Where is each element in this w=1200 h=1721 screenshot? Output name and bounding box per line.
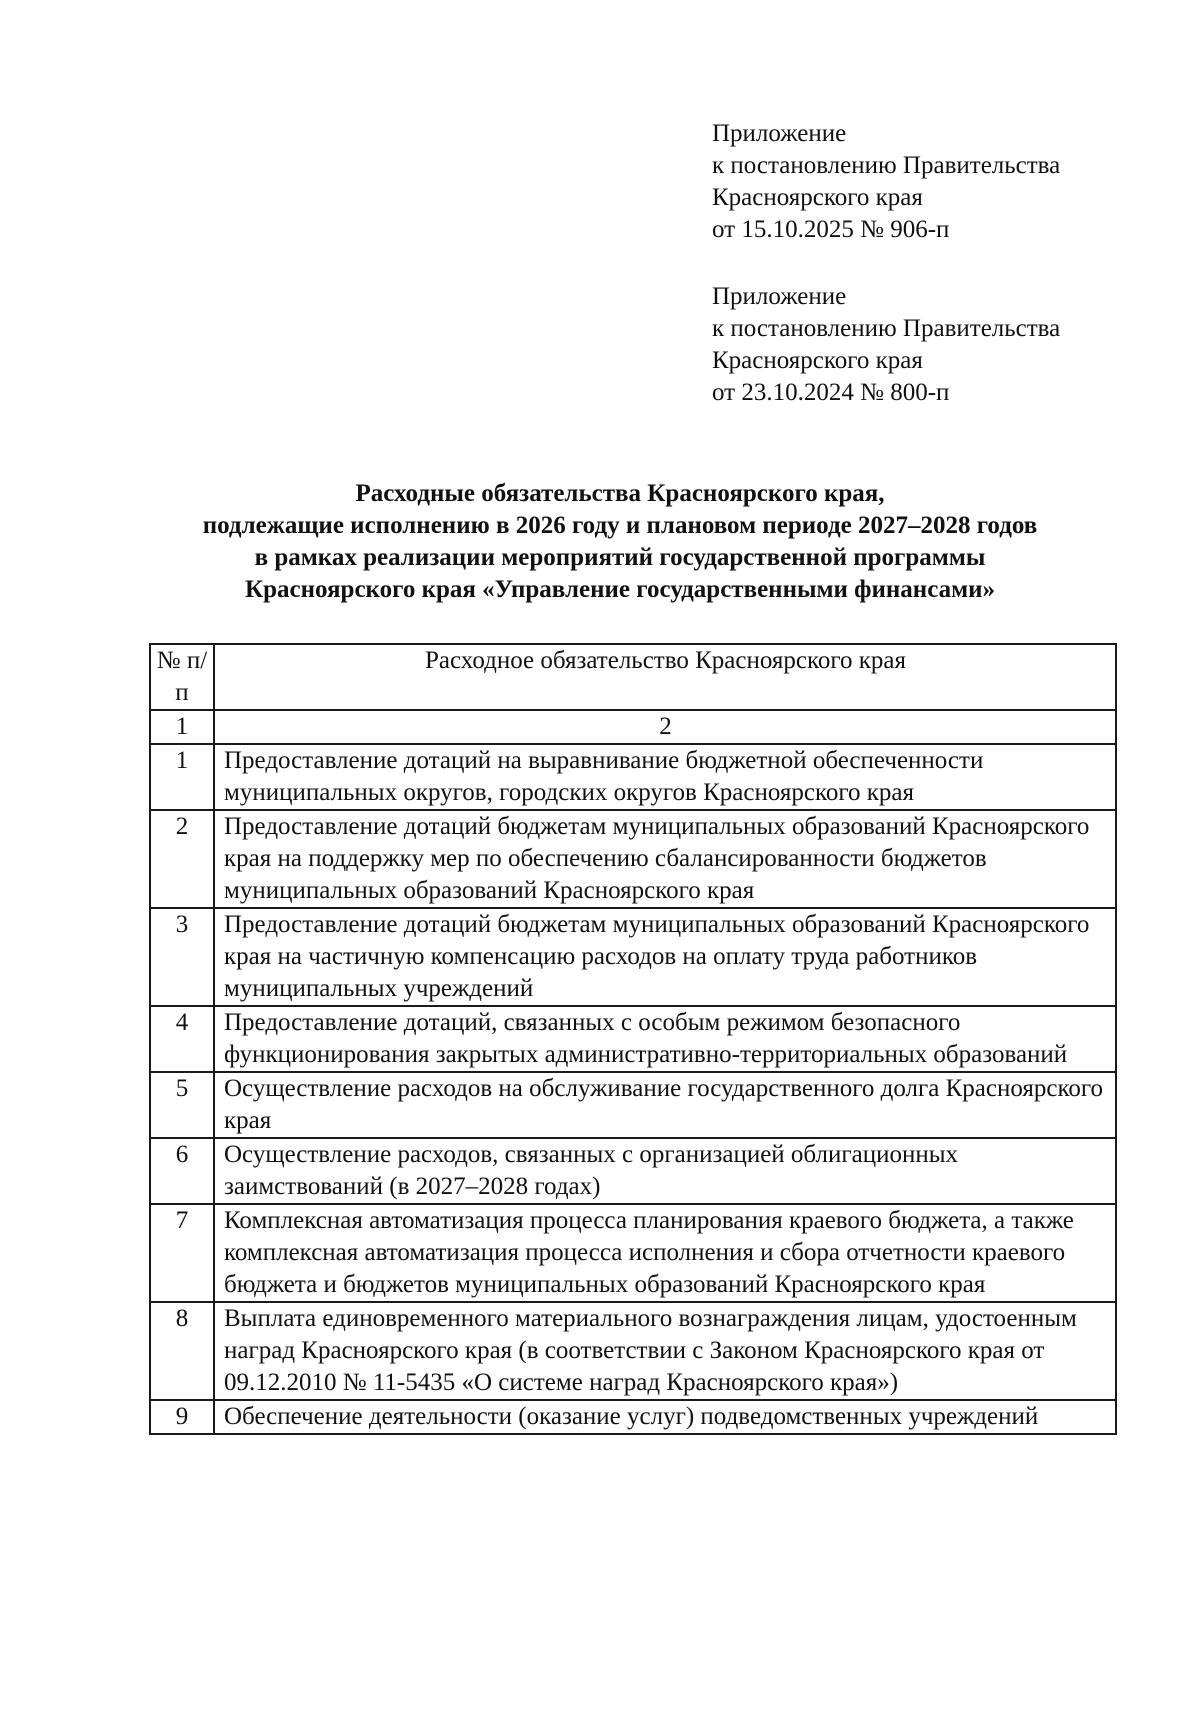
row-obligation-text: Предоставление дотаций на выравнивание бюджетной обеспеченности муниципальных округов, городских округов Красноярского края — [214, 744, 1116, 810]
appendix-line: Красноярского края — [712, 347, 923, 374]
table-row — [150, 908, 1116, 1006]
appendix-line: к постановлению Правительства — [712, 315, 1061, 342]
row-number: 5 — [150, 1072, 214, 1138]
row-obligation-text: Обеспечение деятельности (оказание услуг) подведомственных учреждений — [214, 1400, 1116, 1434]
table-row — [150, 1072, 1116, 1138]
row-number: 1 — [150, 744, 214, 810]
appendix-date-number: от 23.10.2024 № 800-п — [712, 379, 950, 406]
obligations-table — [149, 643, 1117, 1435]
row-number: 4 — [150, 1006, 214, 1072]
row-number: 2 — [150, 810, 214, 908]
table-row — [150, 744, 1116, 810]
appendix-reference-previous — [712, 281, 1182, 409]
table-header-row — [150, 644, 1116, 710]
row-obligation-text: Предоставление дотаций бюджетам муниципальных образований Красноярского края на частичную компенсацию расходов на оплату труда работников муниципальных учреждений — [214, 908, 1116, 1006]
column-index-number: 1 — [150, 710, 214, 744]
row-number: 7 — [150, 1204, 214, 1302]
title-line: Красноярского края «Управление государственными финансами» — [244, 576, 996, 603]
row-number: 6 — [150, 1138, 214, 1204]
table-row — [150, 1302, 1116, 1400]
table-row — [150, 1138, 1116, 1204]
header-obligation: Расходное обязательство Красноярского края — [214, 644, 1116, 710]
row-obligation-text: Осуществление расходов, связанных с организацией облигационных заимствований (в 2027–2028 годах) — [214, 1138, 1116, 1204]
appendix-line: к постановлению Правительства — [712, 152, 1061, 179]
row-number: 9 — [150, 1400, 214, 1434]
title-line: Расходные обязательства Красноярского края, — [355, 480, 885, 507]
row-obligation-text: Комплексная автоматизация процесса планирования краевого бюджета, а также комплексная автоматизация процесса исполнения и сбора отчетности краевого бюджета и бюджетов муниципальных образований Красноярского края — [214, 1204, 1116, 1302]
document-title — [130, 478, 1110, 606]
row-obligation-text: Выплата единовременного материального вознаграждения лицам, удостоенным наград Красноярского края (в соответствии с Законом Красноярского края от 09.12.2010 № 11-5435 «О системе наград Красноярского края») — [214, 1302, 1116, 1400]
table-row — [150, 810, 1116, 908]
row-obligation-text: Предоставление дотаций, связанных с особым режимом безопасного функционирования закрытых административно-территориальных образований — [214, 1006, 1116, 1072]
title-line: подлежащие исполнению в 2026 году и плановом периоде 2027–2028 годов — [202, 512, 1038, 539]
appendix-date-number: от 15.10.2025 № 906-п — [712, 216, 950, 243]
row-obligation-text: Предоставление дотаций бюджетам муниципальных образований Красноярского края на поддержку мер по обеспечению сбалансированности бюджетов муниципальных образований Красноярского края — [214, 810, 1116, 908]
table-row — [150, 1204, 1116, 1302]
table-row — [150, 1400, 1116, 1434]
row-number: 8 — [150, 1302, 214, 1400]
appendix-line: Красноярского края — [712, 184, 923, 211]
appendix-line: Приложение — [712, 283, 847, 310]
row-number: 3 — [150, 908, 214, 1006]
table-column-index-row — [150, 710, 1116, 744]
title-line: в рамках реализации мероприятий государственной программы — [254, 544, 986, 571]
row-obligation-text: Осуществление расходов на обслуживание государственного долга Красноярского края — [214, 1072, 1116, 1138]
appendix-reference-current — [712, 118, 1182, 246]
table-row — [150, 1006, 1116, 1072]
column-index-obligation: 2 — [214, 710, 1116, 744]
appendix-line: Приложение — [712, 120, 847, 147]
header-number: № п/п — [150, 644, 214, 710]
